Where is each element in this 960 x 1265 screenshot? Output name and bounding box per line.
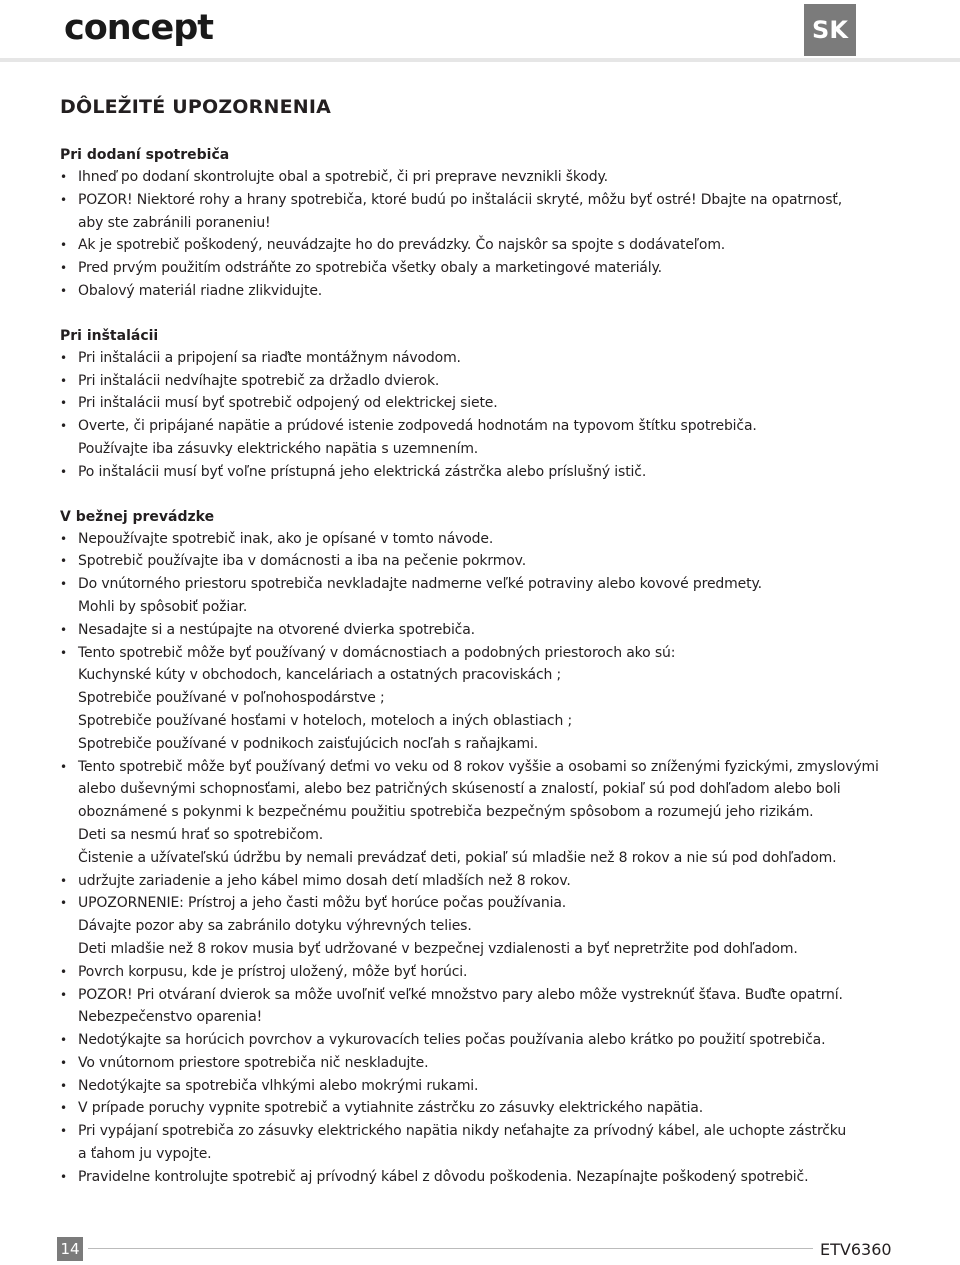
list-item-line: • Pri inštalácii a pripojení sa riaďte montážnym návodom. <box>78 349 461 366</box>
list-item-line: Deti sa nesmú hrať so spotrebičom. <box>78 826 324 843</box>
list-item-line: aby ste zabránili poraneniu! <box>78 214 271 231</box>
model-number: ETV6360 <box>820 1240 892 1259</box>
list-item-line: Čistenie a užívateľskú údržbu by nemali prevádzať deti, pokiaľ sú mladšie než 8 rokov a nie sú pod dohľadom. <box>78 849 837 866</box>
list-item <box>60 461 910 484</box>
list-item <box>60 756 910 870</box>
list-item-line: Kuchynské kúty v obchodoch, kanceláriach a ostatných pracoviskách ; <box>78 667 562 684</box>
list-item-line: • Nepoužívajte spotrebič inak, ako je opísané v tomto návode. <box>78 530 494 547</box>
list-item-line: • Tento spotrebič môže byť používaný deťmi vo veku od 8 rokov vyššie a osobami so zníženými fyzickými, zmyslovými <box>78 758 879 775</box>
list-item-line: • Vo vnútornom priestore spotrebiča nič neskladujte. <box>78 1054 429 1071</box>
section <box>60 506 910 1189</box>
section <box>60 144 910 303</box>
list-item-line: Spotrebiče používané hosťami v hoteloch, moteloch a iných oblastiach ; <box>78 712 573 729</box>
list-item-line: Spotrebiče používané v podnikoch zaisťujúcich nocľah s raňajkami. <box>78 735 539 752</box>
list-item-line: • Pred prvým použitím odstráňte zo spotrebiča všetky obaly a marketingové materiály. <box>78 260 662 277</box>
list-item-line: • V prípade poruchy vypnite spotrebič a vytiahnite zástrčku zo zásuvky elektrického napätia. <box>78 1100 704 1117</box>
list-item <box>60 189 910 235</box>
section <box>60 325 910 484</box>
list-item-line: • Pri vypájaní spotrebiča zo zásuvky elektrického napätia nikdy neťahajte za prívodný kábel, ale uchopte zástrčku <box>78 1123 847 1140</box>
list-item-line: • Overte, či pripájané napätie a prúdové istenie zodpovedá hodnotám na typovom štítku spotrebiča. <box>78 418 757 435</box>
list-item-line: • Pri inštalácii nedvíhajte spotrebič za držadlo dvierok. <box>78 372 440 389</box>
page-header <box>0 0 960 58</box>
list-item-line: • UPOZORNENIE: Prístroj a jeho časti môžu byť horúce počas používania. <box>78 895 567 912</box>
bullet-list <box>60 528 910 1189</box>
list-item-line: • Po inštalácii musí byť voľne prístupná jeho elektrická zástrčka alebo príslušný istič. <box>78 463 647 480</box>
list-item <box>60 573 910 619</box>
list-item <box>60 984 910 1030</box>
list-item <box>60 280 910 303</box>
list-item <box>60 415 910 461</box>
list-item <box>60 619 910 642</box>
list-item <box>60 1120 910 1166</box>
list-item <box>60 1166 910 1189</box>
page-title: DÔLEŽITÉ UPOZORNENIA <box>60 96 332 118</box>
list-item-line: Deti mladšie než 8 rokov musia byť udržované v bezpečnej vzdialenosti a byť nepretržite pod dohľadom. <box>78 940 798 957</box>
list-item-line: Nebezpečenstvo oparenia! <box>78 1009 263 1026</box>
list-item <box>60 370 910 393</box>
list-item-line: • Tento spotrebič môže byť používaný v domácnostiach a podobných priestoroch ako sú: <box>78 644 676 661</box>
list-item-line: oboznámené s pokynmi k bezpečnému použitiu spotrebiča bezpečným spôsobom a rozumejú jeho rizikám. <box>78 804 814 821</box>
header-divider <box>0 58 960 62</box>
list-item-line: • udržujte zariadenie a jeho kábel mimo dosah detí mladších než 8 rokov. <box>78 872 571 889</box>
list-item <box>60 1075 910 1098</box>
bullet-list <box>60 166 910 303</box>
section-title: Pri dodaní spotrebiča <box>60 147 230 163</box>
list-item <box>60 347 910 370</box>
list-item <box>60 870 910 893</box>
list-item-line: a ťahom ju vypojte. <box>78 1146 212 1163</box>
list-item-line: Dávajte pozor aby sa zabránilo dotyku výhrevných telies. <box>78 918 472 935</box>
list-item <box>60 892 910 960</box>
list-item <box>60 1097 910 1120</box>
section-title: V bežnej prevádzke <box>60 508 215 525</box>
list-item-line: • Pravidelne kontrolujte spotrebič aj prívodný kábel z dôvodu poškodenia. Nezapínajte poškodený spotrebič. <box>78 1168 809 1185</box>
list-item <box>60 1052 910 1075</box>
list-item-line: • Ihneď po dodaní skontrolujte obal a spotrebič, či pri preprave nevznikli škody. <box>78 169 608 185</box>
list-item-line: alebo duševnými schopnosťami, alebo bez patričných skúseností a znalostí, pokiaľ sú pod dohľadom alebo boli <box>78 781 841 798</box>
list-item-line: • Pri inštalácii musí byť spotrebič odpojený od elektrickej siete. <box>78 395 498 412</box>
footer-divider <box>88 1248 813 1249</box>
list-item-line: Spotrebiče používané v poľnohospodárstve ; <box>78 690 385 707</box>
language-badge: SK <box>804 4 856 56</box>
list-item <box>60 166 910 189</box>
list-item <box>60 961 910 984</box>
page-number: 14 <box>57 1237 83 1261</box>
list-item-line: • Nedotýkajte sa spotrebiča vlhkými alebo mokrými rukami. <box>78 1077 479 1094</box>
list-item <box>60 234 910 257</box>
list-item-line: • Povrch korpusu, kde je prístroj uložený, môže byť horúci. <box>78 963 468 980</box>
list-item <box>60 257 910 280</box>
list-item-line: • POZOR! Pri otváraní dvierok sa môže uvoľniť veľké množstvo pary alebo môže vystreknúť šťava. Buďte opatrní. <box>78 986 843 1003</box>
brand-logo: concept <box>64 8 213 48</box>
list-item <box>60 642 910 756</box>
list-item <box>60 550 910 573</box>
list-item <box>60 1029 910 1052</box>
list-item-line: Mohli by spôsobiť požiar. <box>78 598 248 615</box>
warnings-content <box>60 144 910 1211</box>
list-item-line: • Ak je spotrebič poškodený, neuvádzajte ho do prevádzky. Čo najskôr sa spojte s dodávateľom. <box>78 237 726 254</box>
list-item-line: • Do vnútorného priestoru spotrebiča nevkladajte nadmerne veľké potraviny alebo kovové predmety. <box>78 576 762 593</box>
list-item-line: • POZOR! Niektoré rohy a hrany spotrebiča, ktoré budú po inštalácii skryté, môžu byť ostré! Dbajte na opatrnosť, <box>78 191 842 208</box>
list-item-line: Používajte iba zásuvky elektrického napätia s uzemnením. <box>78 440 479 457</box>
list-item-line: • Spotrebič používajte iba v domácnosti a iba na pečenie pokrmov. <box>78 553 526 570</box>
list-item <box>60 392 910 415</box>
list-item-line: • Obalový materiál riadne zlikvidujte. <box>78 282 323 299</box>
list-item-line: • Nesadajte si a nestúpajte na otvorené dvierka spotrebiča. <box>78 621 475 638</box>
section-title: Pri inštalácii <box>60 327 159 344</box>
list-item-line: • Nedotýkajte sa horúcich povrchov a vykurovacích telies počas používania alebo krátko po použití spotrebiča. <box>78 1032 826 1049</box>
bullet-list <box>60 347 910 484</box>
list-item <box>60 528 910 551</box>
